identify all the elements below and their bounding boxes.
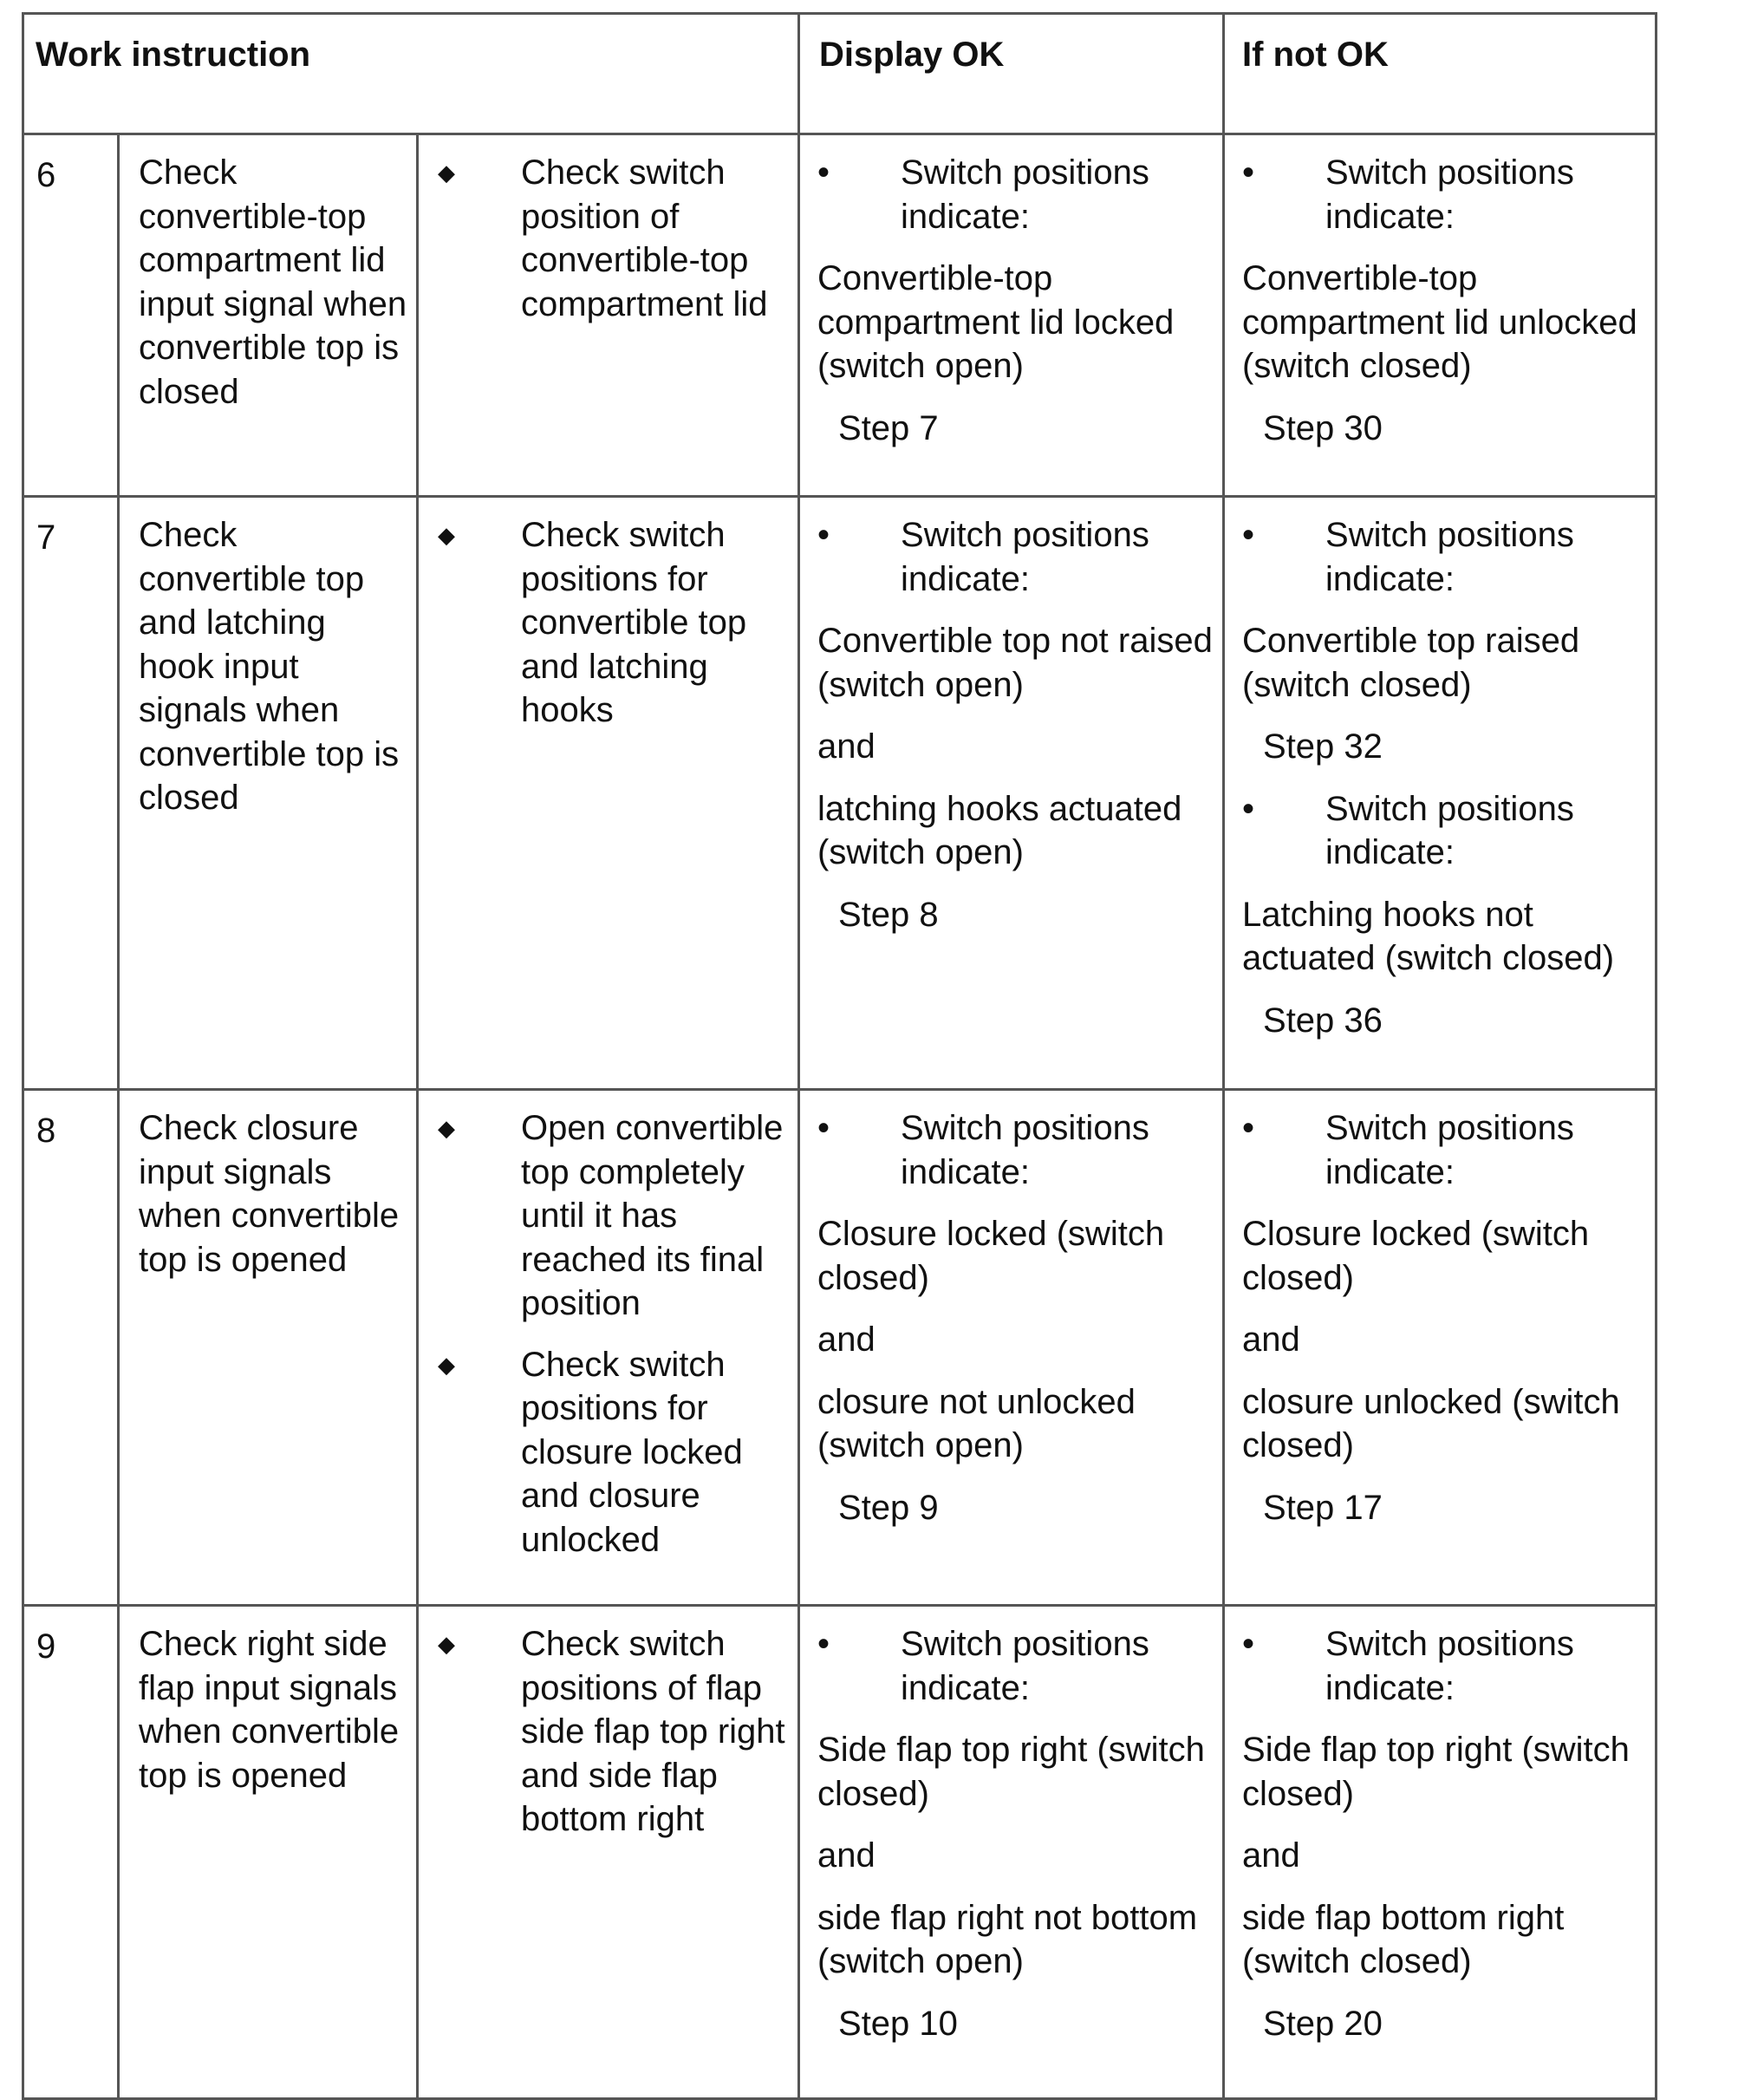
result-text: Convertible top not raised (switch open)	[817, 622, 1213, 704]
result-text: Latching hooks not actuated (switch closed)	[1242, 895, 1615, 977]
table-row	[23, 134, 1657, 497]
step-actions	[418, 497, 799, 1090]
step-number: 6	[23, 134, 119, 497]
step-description: Check convertible-top compartment lid input signal when convertible top is closed	[119, 134, 418, 497]
header-work-instruction: Work instruction	[23, 14, 799, 134]
bullet-icon: •	[817, 1625, 830, 1663]
step-description: Check closure input signals when convertible top is opened	[119, 1090, 418, 1606]
result-text: Side flap top right (switch closed)	[817, 1731, 1205, 1813]
indicate-item	[817, 151, 1214, 238]
display-ok-cell	[799, 497, 1224, 1090]
step-actions	[418, 1606, 799, 2099]
action-item	[438, 1106, 791, 1326]
bullet-icon: •	[1242, 516, 1255, 554]
result-text: Convertible-top compartment lid locked (switch open)	[817, 259, 1175, 385]
if-not-ok-cell	[1224, 1090, 1657, 1606]
result-text: Convertible-top compartment lid unlocked (switch closed)	[1242, 259, 1637, 385]
action-text: Check switch positions of flap side flap top right and side flap bottom right	[521, 1625, 785, 1838]
indicate-text: Switch positions indicate:	[901, 1109, 1149, 1191]
indicate-text: Switch positions indicate:	[901, 516, 1149, 598]
action-item	[438, 1622, 791, 1842]
result-text: latching hooks actuated (switch open)	[817, 789, 1182, 871]
result-text: side flap right not bottom (switch open)	[817, 1898, 1198, 1980]
bullet-icon: •	[817, 153, 830, 192]
indicate-item	[1242, 1106, 1646, 1194]
header-if-not-ok: If not OK	[1224, 14, 1657, 134]
bullet-icon: •	[817, 1109, 830, 1147]
diamond-bullet-icon: ◆	[438, 1631, 455, 1657]
bullet-icon: •	[1242, 153, 1255, 192]
indicate-text: Switch positions indicate:	[1325, 789, 1574, 871]
result-text: and	[817, 727, 876, 766]
diamond-bullet-icon: ◆	[438, 160, 455, 186]
diamond-bullet-icon: ◆	[438, 522, 455, 548]
step-description: Check right side flap input signals when convertible top is opened	[119, 1606, 418, 2099]
table-row	[23, 1606, 1657, 2099]
if-not-ok-cell	[1224, 1606, 1657, 2099]
indicate-item	[817, 1622, 1214, 1710]
display-ok-cell	[799, 134, 1224, 497]
result-text: Closure locked (switch closed)	[1242, 1215, 1590, 1297]
indicate-text: Switch positions indicate:	[1325, 153, 1574, 236]
diamond-bullet-icon: ◆	[438, 1115, 455, 1141]
result-text: and	[817, 1836, 876, 1875]
table-row	[23, 1090, 1657, 1606]
bullet-icon: •	[1242, 789, 1255, 828]
result-text: and	[817, 1321, 876, 1359]
result-text: and	[1242, 1321, 1300, 1359]
indicate-text: Switch positions indicate:	[1325, 1109, 1574, 1191]
indicate-item	[817, 1106, 1214, 1194]
result-text: closure unlocked (switch closed)	[1242, 1382, 1620, 1464]
result-text: side flap bottom right (switch closed)	[1242, 1898, 1565, 1980]
step-actions	[418, 1090, 799, 1606]
result-text: closure not unlocked (switch open)	[817, 1382, 1136, 1464]
display-ok-cell	[799, 1090, 1224, 1606]
next-step: Step 8	[838, 895, 939, 934]
next-step: Step 17	[1263, 1488, 1383, 1527]
indicate-text: Switch positions indicate:	[1325, 516, 1574, 598]
action-text: Check switch positions for closure locked and closure unlocked	[521, 1345, 743, 1559]
next-step: Step 9	[838, 1488, 939, 1527]
result-text: and	[1242, 1836, 1300, 1875]
result-text: Side flap top right (switch closed)	[1242, 1731, 1630, 1813]
indicate-text: Switch positions indicate:	[901, 1625, 1149, 1707]
step-number: 8	[23, 1090, 119, 1606]
step-number: 9	[23, 1606, 119, 2099]
header-row	[23, 14, 1657, 134]
action-item	[438, 151, 791, 326]
result-text: Convertible top raised (switch closed)	[1242, 622, 1580, 704]
header-display-ok: Display OK	[799, 14, 1224, 134]
table-row	[23, 497, 1657, 1090]
indicate-item	[817, 513, 1214, 601]
indicate-item	[1242, 151, 1646, 238]
action-text: Check switch position of convertible-top compartment lid	[521, 153, 768, 323]
bullet-icon: •	[1242, 1109, 1255, 1147]
step-number: 7	[23, 497, 119, 1090]
action-item	[438, 513, 791, 733]
next-step: Step 7	[838, 408, 939, 447]
next-step: Step 10	[838, 2004, 958, 2043]
bullet-icon: •	[817, 516, 830, 554]
action-text: Open convertible top completely until it has reached its final position	[521, 1109, 784, 1322]
step-actions	[418, 134, 799, 497]
indicate-item	[1242, 787, 1646, 875]
indicate-item	[1242, 513, 1646, 601]
step-description: Check convertible top and latching hook input signals when convertible top is closed	[119, 497, 418, 1090]
indicate-text: Switch positions indicate:	[901, 153, 1149, 236]
next-step: Step 20	[1263, 2004, 1383, 2043]
indicate-item	[1242, 1622, 1646, 1710]
next-step: Step 30	[1263, 408, 1383, 447]
result-text: Closure locked (switch closed)	[817, 1215, 1165, 1297]
display-ok-cell	[799, 1606, 1224, 2099]
bullet-icon: •	[1242, 1625, 1255, 1663]
indicate-text: Switch positions indicate:	[1325, 1625, 1574, 1707]
action-item	[438, 1343, 791, 1562]
work-instruction-table	[22, 12, 1657, 2100]
diamond-bullet-icon: ◆	[438, 1351, 455, 1378]
if-not-ok-cell	[1224, 134, 1657, 497]
action-text: Check switch positions for convertible top and latching hooks	[521, 516, 747, 729]
if-not-ok-cell	[1224, 497, 1657, 1090]
next-step: Step 32	[1263, 727, 1383, 766]
next-step: Step 36	[1263, 1001, 1383, 1040]
